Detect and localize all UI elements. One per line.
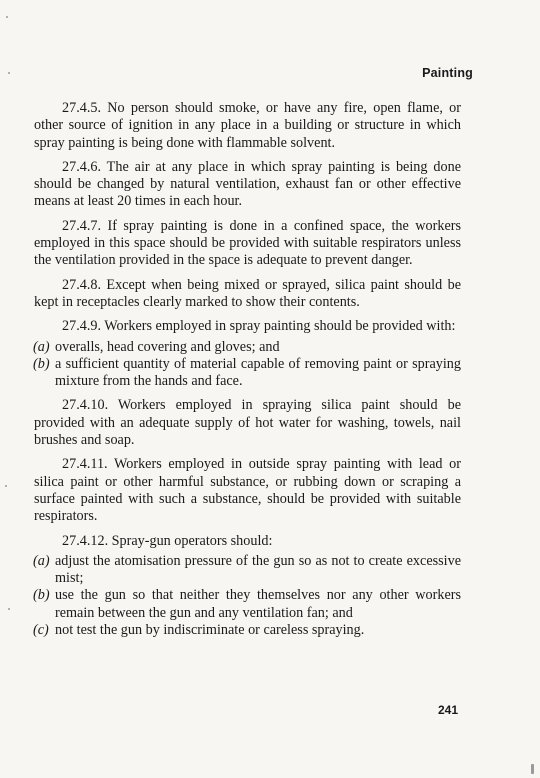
paragraph-27-4-11: 27.4.11. Workers employed in outside spray painting with lead or silica paint or other harmful substance, or rubbing down or scraping a surface painted with such a substance, should be provided with suitable respirators.	[34, 456, 461, 525]
list-item-label: (b)	[33, 587, 50, 604]
list-item-text: adjust the atomisation pressure of the gun so as not to create excessive mist;	[55, 552, 461, 587]
list-item	[34, 622, 461, 639]
list-item-text: overalls, head covering and gloves; and	[55, 338, 280, 355]
paragraph-27-4-12: 27.4.12. Spray-gun operators should:	[62, 532, 273, 549]
list-item	[34, 587, 461, 622]
paragraph-27-4-7: 27.4.7. If spray painting is done in a confined space, the workers employed in this space should be provided with suitable respirators unless the ventilation provided in the space is adequate to prevent danger.	[34, 217, 461, 269]
list-item	[34, 356, 461, 391]
page-body	[34, 100, 461, 646]
list-item-label: (a)	[33, 338, 50, 355]
paragraph-27-4-8: 27.4.8. Except when being mixed or sprayed, silica paint should be kept in receptacles clearly marked to show their contents.	[34, 276, 461, 310]
list-item-label: (a)	[33, 552, 50, 569]
paragraph-27-4-9: 27.4.9. Workers employed in spray painting should be provided with:	[62, 318, 456, 335]
scan-speck	[531, 764, 534, 774]
list-item-text: use the gun so that neither they themselves nor any other workers remain between the gun and any ventilation fan; and	[55, 587, 461, 621]
paragraph-27-4-6: 27.4.6. The air at any place in which spray painting is being done should be changed by natural ventilation, exhaust fan or other effective means at least 20 times in each hour.	[34, 158, 461, 210]
list-27-4-12	[34, 553, 461, 639]
scan-speck	[6, 16, 8, 18]
list-item-label: (c)	[33, 622, 49, 639]
list-27-4-9	[34, 339, 461, 391]
paragraph-27-4-5: 27.4.5. No person should smoke, or have any fire, open flame, or other source of ignition in any place in a building or structure in which spray painting is being done with flammable solvent.	[34, 100, 461, 151]
scan-speck	[8, 72, 10, 74]
running-header: Painting	[422, 66, 473, 80]
list-item	[34, 553, 461, 588]
paragraph-27-4-10: 27.4.10. Workers employed in spraying silica paint should be provided with an adequate supply of hot water for washing, towels, nail brushes and soap.	[34, 397, 461, 449]
scan-speck	[8, 608, 10, 610]
page-number: 241	[437, 703, 458, 717]
list-item-label: (b)	[33, 355, 50, 372]
list-item-text: a sufficient quantity of material capable of removing paint or spraying mixture from the hands and face.	[55, 355, 461, 390]
list-item	[34, 339, 461, 356]
list-item-text: not test the gun by indiscriminate or careless spraying.	[55, 622, 365, 639]
scan-speck	[5, 485, 7, 487]
